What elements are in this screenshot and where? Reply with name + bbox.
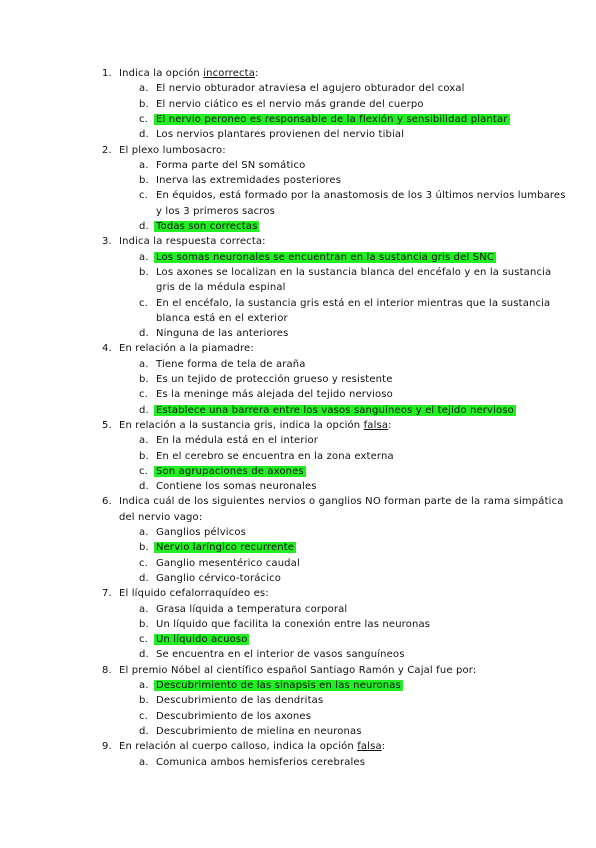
option-letter: d. xyxy=(139,572,149,584)
correct-answer-highlight: Los somas neuronales se encuentran en la sustancia gris del SNC xyxy=(156,251,494,263)
option-letter: c. xyxy=(139,113,148,125)
option-letter: a. xyxy=(139,603,149,615)
option-text: y los 3 primeros sacros xyxy=(156,205,275,217)
option-text: Los nervios plantares provienen del nervio tibial xyxy=(156,129,405,141)
option-letter: d. xyxy=(139,649,149,661)
question-number: 8. xyxy=(102,664,112,676)
question-number: 9. xyxy=(102,741,112,753)
option-letter: b. xyxy=(139,450,149,462)
option-text: El nervio ciático es el nervio más grande del cuerpo xyxy=(156,98,424,110)
underlined-keyword: falsa xyxy=(363,419,389,431)
option-letter: b. xyxy=(139,175,149,187)
question-text: En relación a la piamadre: xyxy=(119,343,254,355)
question-text: En relación a la sustancia gris, indica la opción falsa: xyxy=(119,419,392,431)
option-letter: c. xyxy=(139,389,148,401)
option-letter: a. xyxy=(139,159,149,171)
option-letter: a. xyxy=(139,251,149,263)
question-number: 3. xyxy=(102,236,112,248)
correct-answer-highlight: Son agrupaciones de axones xyxy=(156,465,304,477)
question-text: El plexo lumbosacro: xyxy=(119,144,226,156)
option-letter: a. xyxy=(139,527,149,538)
option-letter: b. xyxy=(139,695,149,707)
option-text: En équidos, está formado por la anastomosis de los 3 últimos nervios lumbares xyxy=(156,190,566,202)
option-text: Tiene forma de tela de araña xyxy=(156,358,306,370)
correct-answer-highlight: El nervio peroneo es responsable de la flexión y sensibilidad plantar xyxy=(156,113,508,125)
question-number: 7. xyxy=(102,588,112,600)
correct-answer-highlight: Descubrimiento de las sinapsis en las neuronas xyxy=(156,680,401,691)
option-text: Es la meninge más alejada del tejido nervioso xyxy=(156,389,393,401)
option-letter: a. xyxy=(139,435,149,447)
question-text: En relación al cuerpo calloso, indica la opción falsa: xyxy=(119,741,386,753)
option-letter: c. xyxy=(139,297,148,309)
question-number: 2. xyxy=(102,144,112,156)
option-text: Un líquido que facilita la conexión entre las neuronas xyxy=(156,618,431,630)
option-letter: b. xyxy=(139,374,149,385)
question-number: 1. xyxy=(102,68,112,79)
option-text: Inerva las extremidades posteriores xyxy=(156,175,342,187)
option-text: Descubrimiento de las dendritas xyxy=(156,695,324,707)
option-text: El nervio obturador atraviesa el agujero obturador del coxal xyxy=(156,83,465,95)
option-text: Descubrimiento de mielina en neuronas xyxy=(156,725,362,737)
option-text: Se encuentra en el interior de vasos sanguíneos xyxy=(156,649,405,661)
option-letter: c. xyxy=(139,634,148,646)
option-text: gris de la médula espinal xyxy=(156,282,286,294)
option-text: Es un tejido de protección grueso y resistente xyxy=(156,374,393,385)
correct-answer-highlight: Todas son correctas xyxy=(156,221,258,232)
option-letter: d. xyxy=(139,725,149,737)
option-text: Descubrimiento de los axones xyxy=(156,710,312,722)
option-letter: b. xyxy=(139,266,149,278)
option-letter: d. xyxy=(139,481,149,493)
question-text-continuation: del nervio vago: xyxy=(119,511,203,523)
option-letter: b. xyxy=(139,98,149,110)
question-text: Indica la opción incorrecta: xyxy=(119,68,259,79)
option-letter: c. xyxy=(139,710,148,722)
option-text: En la médula está en el interior xyxy=(156,435,319,447)
question-text: El premio Nóbel al científico español Santiago Ramón y Cajal fue por: xyxy=(119,664,477,676)
option-text: Ganglios pélvicos xyxy=(156,527,246,538)
option-text: En el encéfalo, la sustancia gris está en el interior mientras que la sustancia xyxy=(156,297,551,309)
option-text: Ninguna de las anteriores xyxy=(156,328,289,340)
option-text: Ganglio cérvico-torácico xyxy=(156,572,282,584)
option-letter: d. xyxy=(139,221,149,232)
underlined-keyword: falsa xyxy=(357,741,382,753)
correct-answer-highlight: Un líquido acuoso xyxy=(156,634,248,646)
option-letter: c. xyxy=(139,465,148,477)
option-letter: d. xyxy=(139,404,149,416)
option-letter: c. xyxy=(139,557,148,569)
question-text: Indica la respuesta correcta: xyxy=(119,236,266,248)
question-text: El líquido cefalorraquídeo es: xyxy=(119,588,269,600)
option-text: Forma parte del SN somático xyxy=(156,159,306,171)
option-letter: d. xyxy=(139,129,149,141)
correct-answer-highlight: Establece una barrera entre los vasos sanguíneos y el tejido nervioso xyxy=(156,404,514,416)
question-number: 5. xyxy=(102,419,112,431)
option-text: En el cerebro se encuentra en la zona externa xyxy=(156,450,394,462)
option-letter: a. xyxy=(139,358,149,370)
option-letter: b. xyxy=(139,618,149,630)
question-text: Indica cuál de los siguientes nervios o ganglios NO forman parte de la rama simpática xyxy=(119,496,564,508)
option-letter: c. xyxy=(139,190,148,202)
question-number: 6. xyxy=(102,496,112,508)
correct-answer-highlight: Nervio laríngico recurrente xyxy=(156,542,295,554)
option-letter: d. xyxy=(139,328,149,340)
underlined-keyword: incorrecta xyxy=(203,68,255,79)
option-text: Comunica ambos hemisferios cerebrales xyxy=(156,756,366,768)
option-text: Los axones se localizan en la sustancia blanca del encéfalo y en la sustancia xyxy=(156,266,552,278)
option-text: blanca está en el exterior xyxy=(156,312,288,324)
option-text: Grasa líquida a temperatura corporal xyxy=(156,603,348,615)
option-letter: a. xyxy=(139,83,149,95)
option-text: Contiene los somas neuronales xyxy=(156,481,317,493)
option-letter: b. xyxy=(139,542,149,554)
question-number: 4. xyxy=(102,343,112,355)
option-text: Ganglio mesentérico caudal xyxy=(156,557,300,569)
option-letter: a. xyxy=(139,756,149,768)
option-letter: a. xyxy=(139,680,149,691)
